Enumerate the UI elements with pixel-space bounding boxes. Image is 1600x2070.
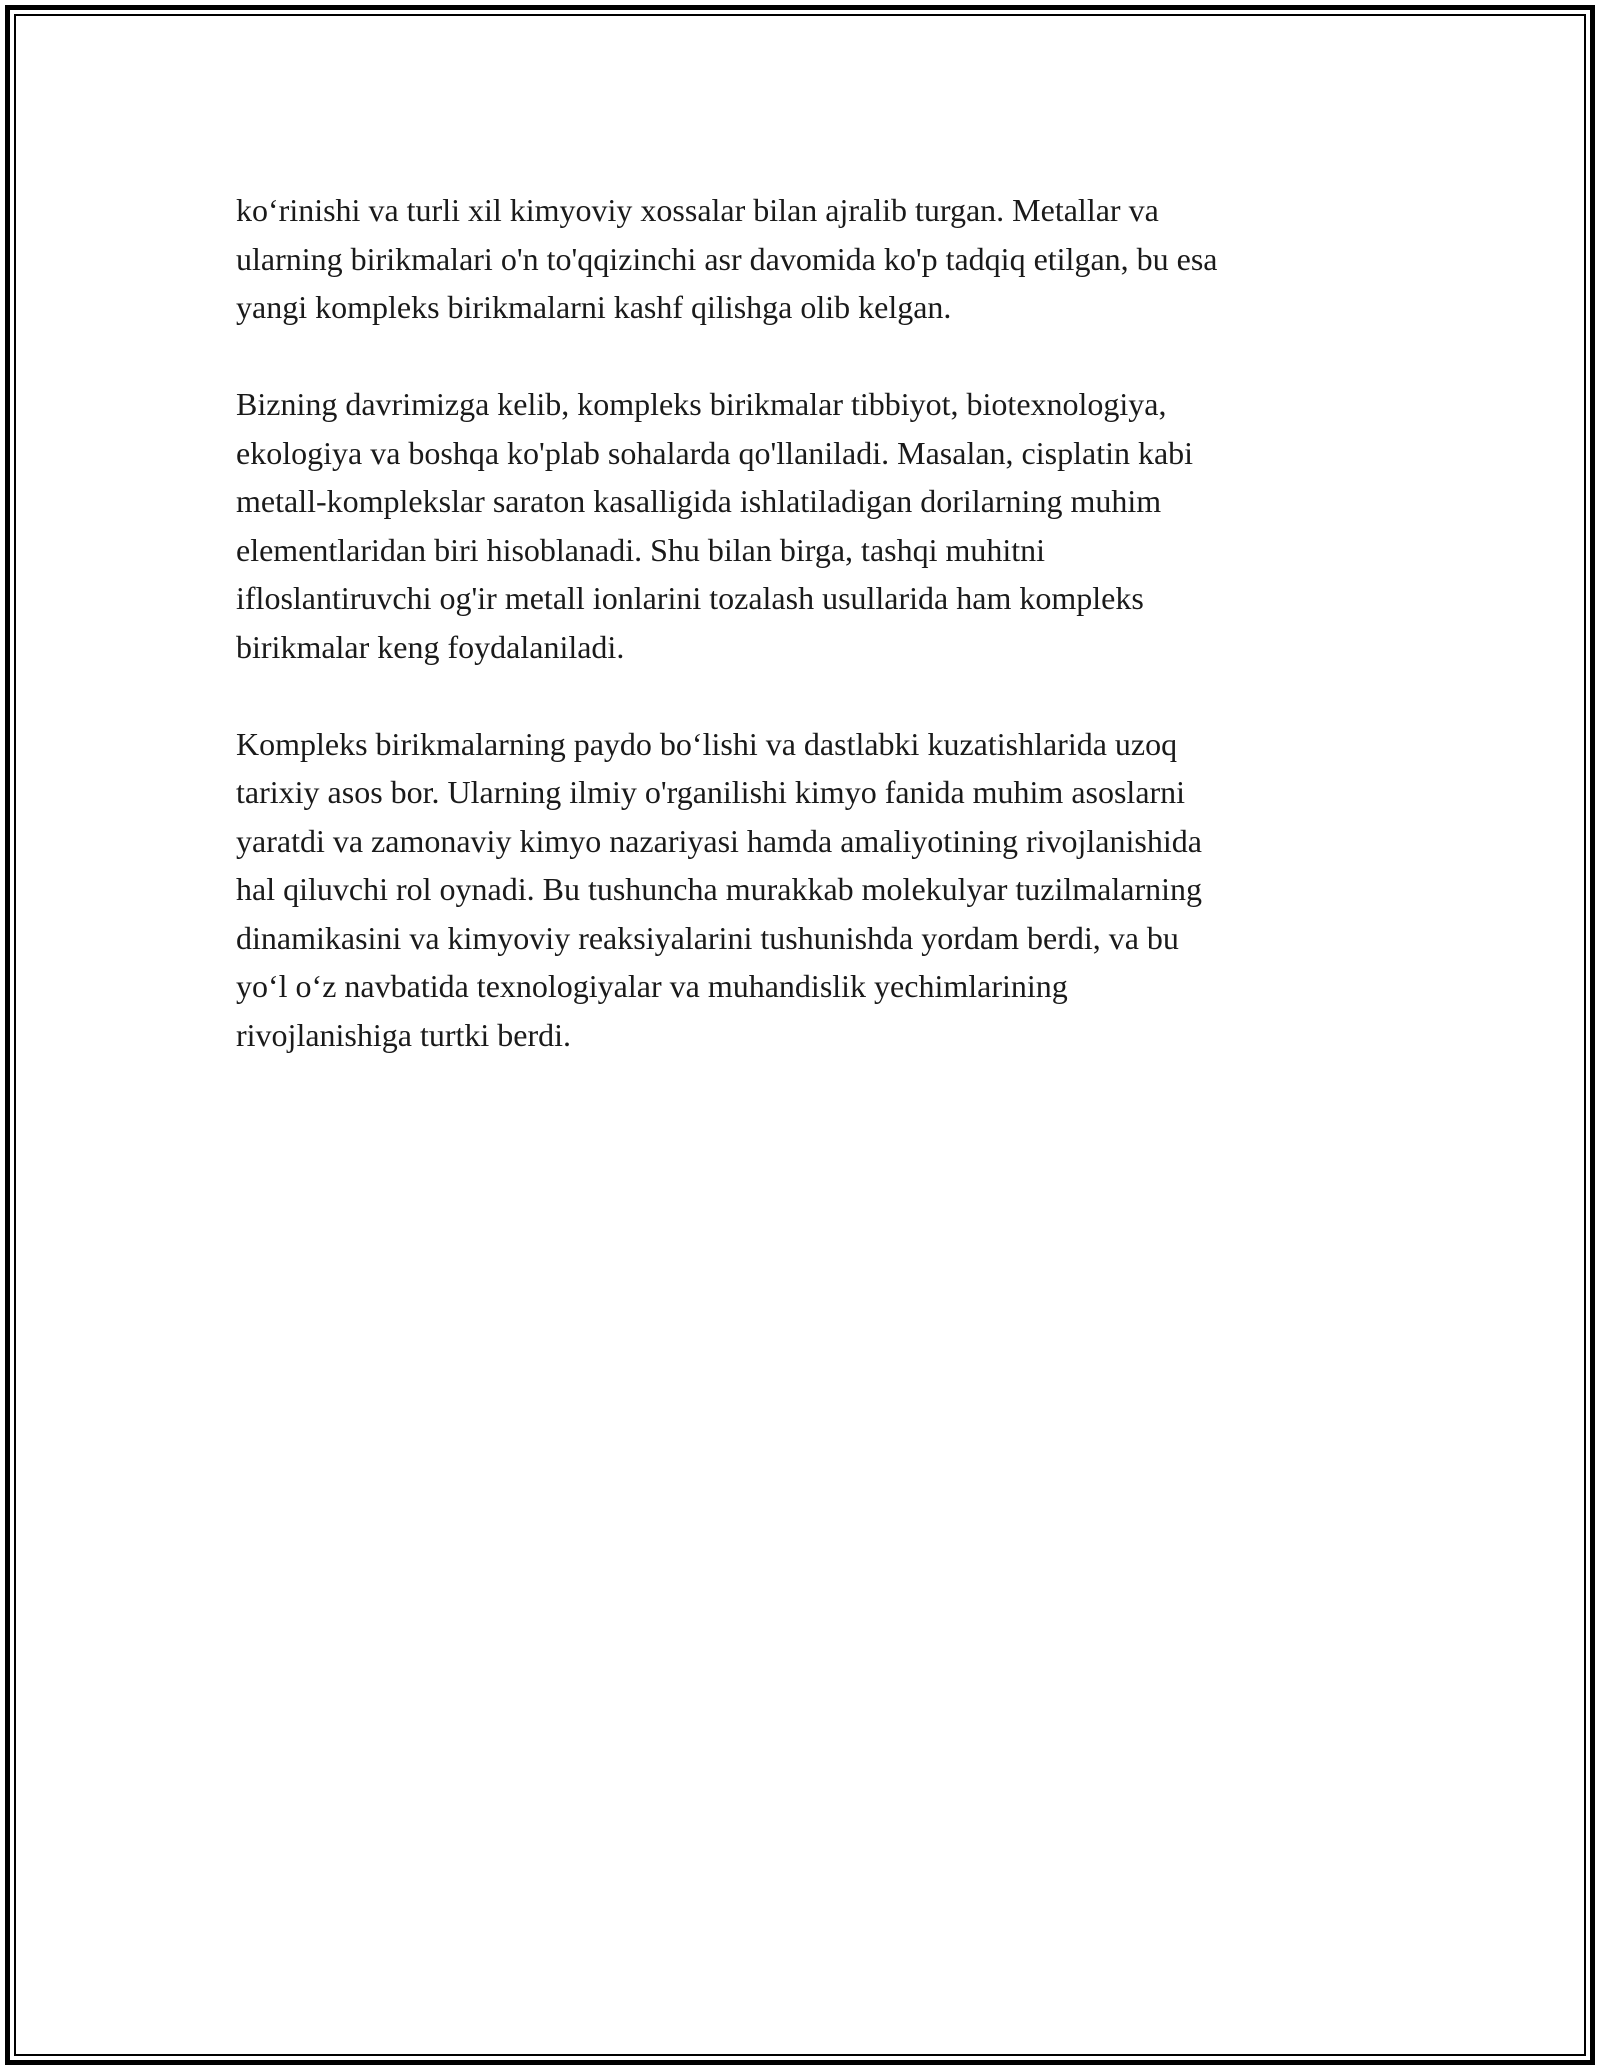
document-body	[236, 186, 1376, 1108]
paragraph-1: ko‘rinishi va turli xil kimyoviy xossalar bilan ajralib turgan. Metallar va ularning birikmalari o'n to'qqizinchi asr davomida ko'p tadqiq etilgan, bu esa yangi kompleks birikmalarni kashf qilishga olib kelgan.	[236, 192, 1218, 325]
paragraph-2: Bizning davrimizga kelib, kompleks birikmalar tibbiyot, biotexnologiya, ekologiya va boshqa ko'plab sohalarda qo'llaniladi. Masalan, cisplatin kabi metall-komplekslar saraton kasalligida ishlatiladigan dorilarning muhim elementlaridan biri hisoblanadi. Shu bilan birga, tashqi muhitni ifloslantiruvchi og'ir metall ionlarini tozalash usullarida ham kompleks birikmalar keng foydalaniladi.	[236, 386, 1194, 665]
paragraph-3: Kompleks birikmalarning paydo bo‘lishi va dastlabki kuzatishlarida uzoq tarixiy asos bor. Ularning ilmiy o'rganilishi kimyo fanida muhim asoslarni yaratdi va zamonaviy kimyo nazariyasi hamda amaliyotining rivojlanishida hal qiluvchi rol oynadi. Bu tushuncha murakkab molekulyar tuzilmalarning dinamikasini va kimyoviy reaksiyalarini tushunishda yordam berdi, va bu yo‘l o‘z navbatida texnologiyalar va muhandislik yechimlarining rivojlanishiga turtki berdi.	[236, 725, 1202, 1053]
